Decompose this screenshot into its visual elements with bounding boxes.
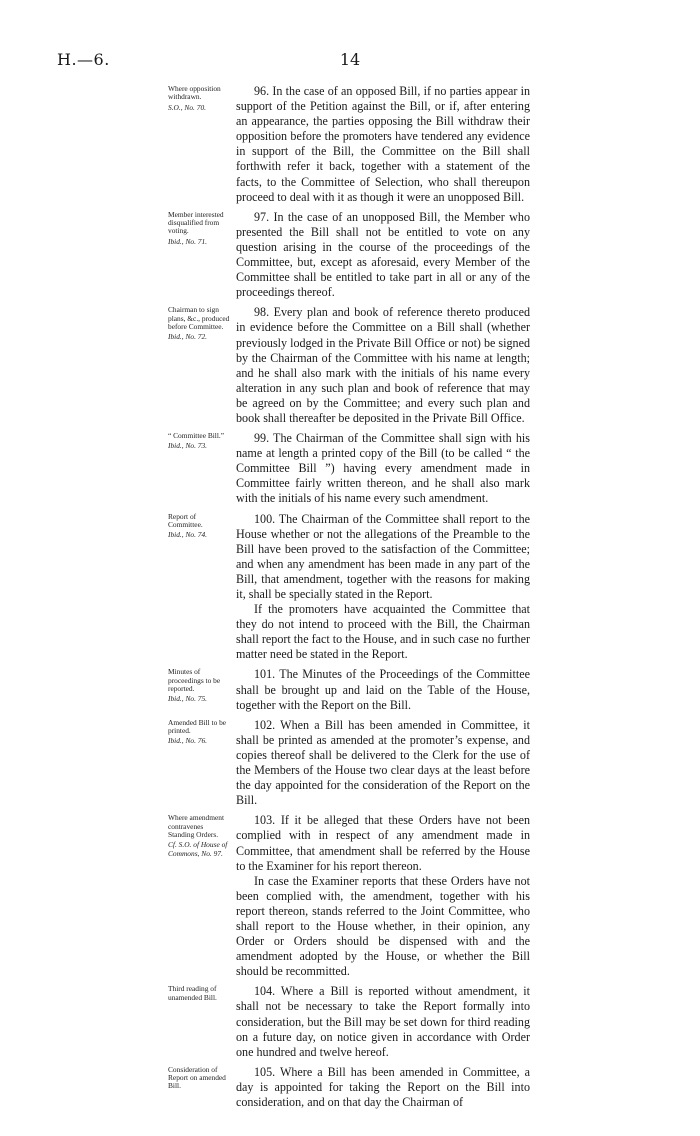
section-102 bbox=[168, 718, 530, 809]
section-text bbox=[236, 210, 530, 301]
section-105 bbox=[168, 1065, 530, 1110]
section-99 bbox=[168, 431, 530, 506]
paragraph: 105. Where a Bill has been amended in Committee, a day is appointed for taking the Report on the Bill into consideration, and on that day the Chairman of bbox=[236, 1064, 530, 1109]
section-100 bbox=[168, 512, 530, 663]
section-101 bbox=[168, 667, 530, 712]
section-text bbox=[236, 984, 530, 1059]
paragraph: 98. Every plan and book of reference thereto produced in evidence before the Committee on a Bill shall (whether previously lodged in the Private Bill Office or not) be signed by the Chairman of the Committee with his name at length; and he shall also mark with the initials of his name every alteration in any such plan and book of reference that may be agreed on by the Committee; and every such plan and book shall thereafter be deposited in the Private Bill Office. bbox=[236, 305, 530, 425]
section-text bbox=[236, 813, 530, 979]
section-104 bbox=[168, 984, 530, 1059]
section-103 bbox=[168, 813, 530, 979]
paragraph: 104. Where a Bill is reported without amendment, it shall not be necessary to take the Report formally into consideration, but the Bill may be set down for third reading on a future day, on notice given in accordance with Order one hundred and twelve hereof. bbox=[236, 984, 530, 1059]
section-96 bbox=[168, 84, 530, 205]
marginal-note: Third reading of unamended Bill. bbox=[168, 984, 217, 1002]
section-text bbox=[236, 84, 530, 205]
marginal-note: Report of Committee. Ibid., No. 74. bbox=[168, 511, 208, 540]
paragraph: 102. When a Bill has been amended in Committee, it shall be printed as amended at the promoter’s expense, and copies thereof shall be delivered to the Clerk for the use of the Members of the House two clear days at the least before the day appointed for the consideration of the Report on the Bill. bbox=[236, 717, 530, 808]
section-text bbox=[236, 305, 530, 426]
document-body bbox=[168, 84, 530, 1115]
marginal-note: Consideration of Report on amended Bill. bbox=[168, 1064, 226, 1091]
page-number: 14 bbox=[339, 50, 361, 69]
paragraph: 99. The Chairman of the Committee shall sign with his name at length a printed copy of the Bill (to be called “ the Committee Bill ”) having every amendment made in Committee fairly written thereon, and he shall also mark with the initials of his name every such amendment. bbox=[236, 431, 530, 506]
marginal-note: “ Committee Bill.” Ibid., No. 73. bbox=[168, 431, 225, 451]
paragraph: 103. If it be alleged that these Orders have not been complied with in respect of any amendment made in Committee, that amendment shall be referred by the House to the Examiner for his report thereon. bbox=[236, 813, 530, 873]
paragraph: In case the Examiner reports that these Orders have not been complied with, the amendment, together with his report thereon, stands referred to the Joint Committee, who shall report to the House whether, in their opinion, any Order or Orders should be dispensed with and the amendment adopted by the House, or whether the Bill should be recommitted. bbox=[236, 873, 530, 979]
section-98 bbox=[168, 305, 530, 426]
paragraph: 97. In the case of an unopposed Bill, the Member who presented the Bill shall not be entitled to vote on any question arising in the course of the proceedings of the Committee, but, except as aforesaid, every Member of the Committee shall be entitled to take part in all or any of the proceedings thereof. bbox=[236, 209, 530, 300]
marginal-note: Where amendment contravenes Standing Orders. Cf. S.O. of House of Commons, No. 97. bbox=[168, 813, 228, 858]
page-reference: H.—6. bbox=[57, 50, 110, 69]
section-97 bbox=[168, 210, 530, 301]
marginal-note: Where opposition withdrawn. S.O., No. 70. bbox=[168, 84, 221, 112]
paragraph: 100. The Chairman of the Committee shall report to the House whether or not the allegations of the Preamble to the Bill have been proved to the satisfaction of the Committee; and when any amendment has been made in any part of the Bill, that amendment, together with the reasons for making it, shall be specially stated in the Report. bbox=[236, 511, 530, 601]
section-text bbox=[236, 667, 530, 712]
marginal-note: Member interested disqualified from voting. Ibid., No. 71. bbox=[168, 209, 224, 246]
section-text bbox=[236, 512, 530, 663]
paragraph: 96. In the case of an opposed Bill, if no parties appear in support of the Petition against the Bill, or if, after entering an appearance, the parties opposing the Bill withdraw their opposition before the promoters have tendered any evidence in support of the Bill, the Committee on the Bill shall forthwith refer it back, together with a statement of the facts, to the Committee of Selection, who shall thereupon proceed to deal with it as though it were an unopposed Bill. bbox=[236, 84, 530, 204]
paragraph: 101. The Minutes of the Proceedings of the Committee shall be brought up and laid on the Table of the House, together with the Report on the Bill. bbox=[236, 667, 530, 712]
marginal-note: Amended Bill to be printed. Ibid., No. 76. bbox=[168, 717, 227, 746]
section-text bbox=[236, 1065, 530, 1110]
section-text bbox=[236, 718, 530, 809]
marginal-note: Minutes of proceedings to be reported. Ibid., No. 75. bbox=[168, 667, 221, 704]
marginal-note: Chairman to sign plans, &c., produced before Committee. Ibid., No. 72. bbox=[168, 305, 230, 342]
paragraph: If the promoters have acquainted the Committee that they do not intend to proceed with the Bill, the Chairman shall report the fact to the House, and in such case no further matter need be stated in the Report. bbox=[236, 602, 530, 662]
section-text bbox=[236, 431, 530, 506]
